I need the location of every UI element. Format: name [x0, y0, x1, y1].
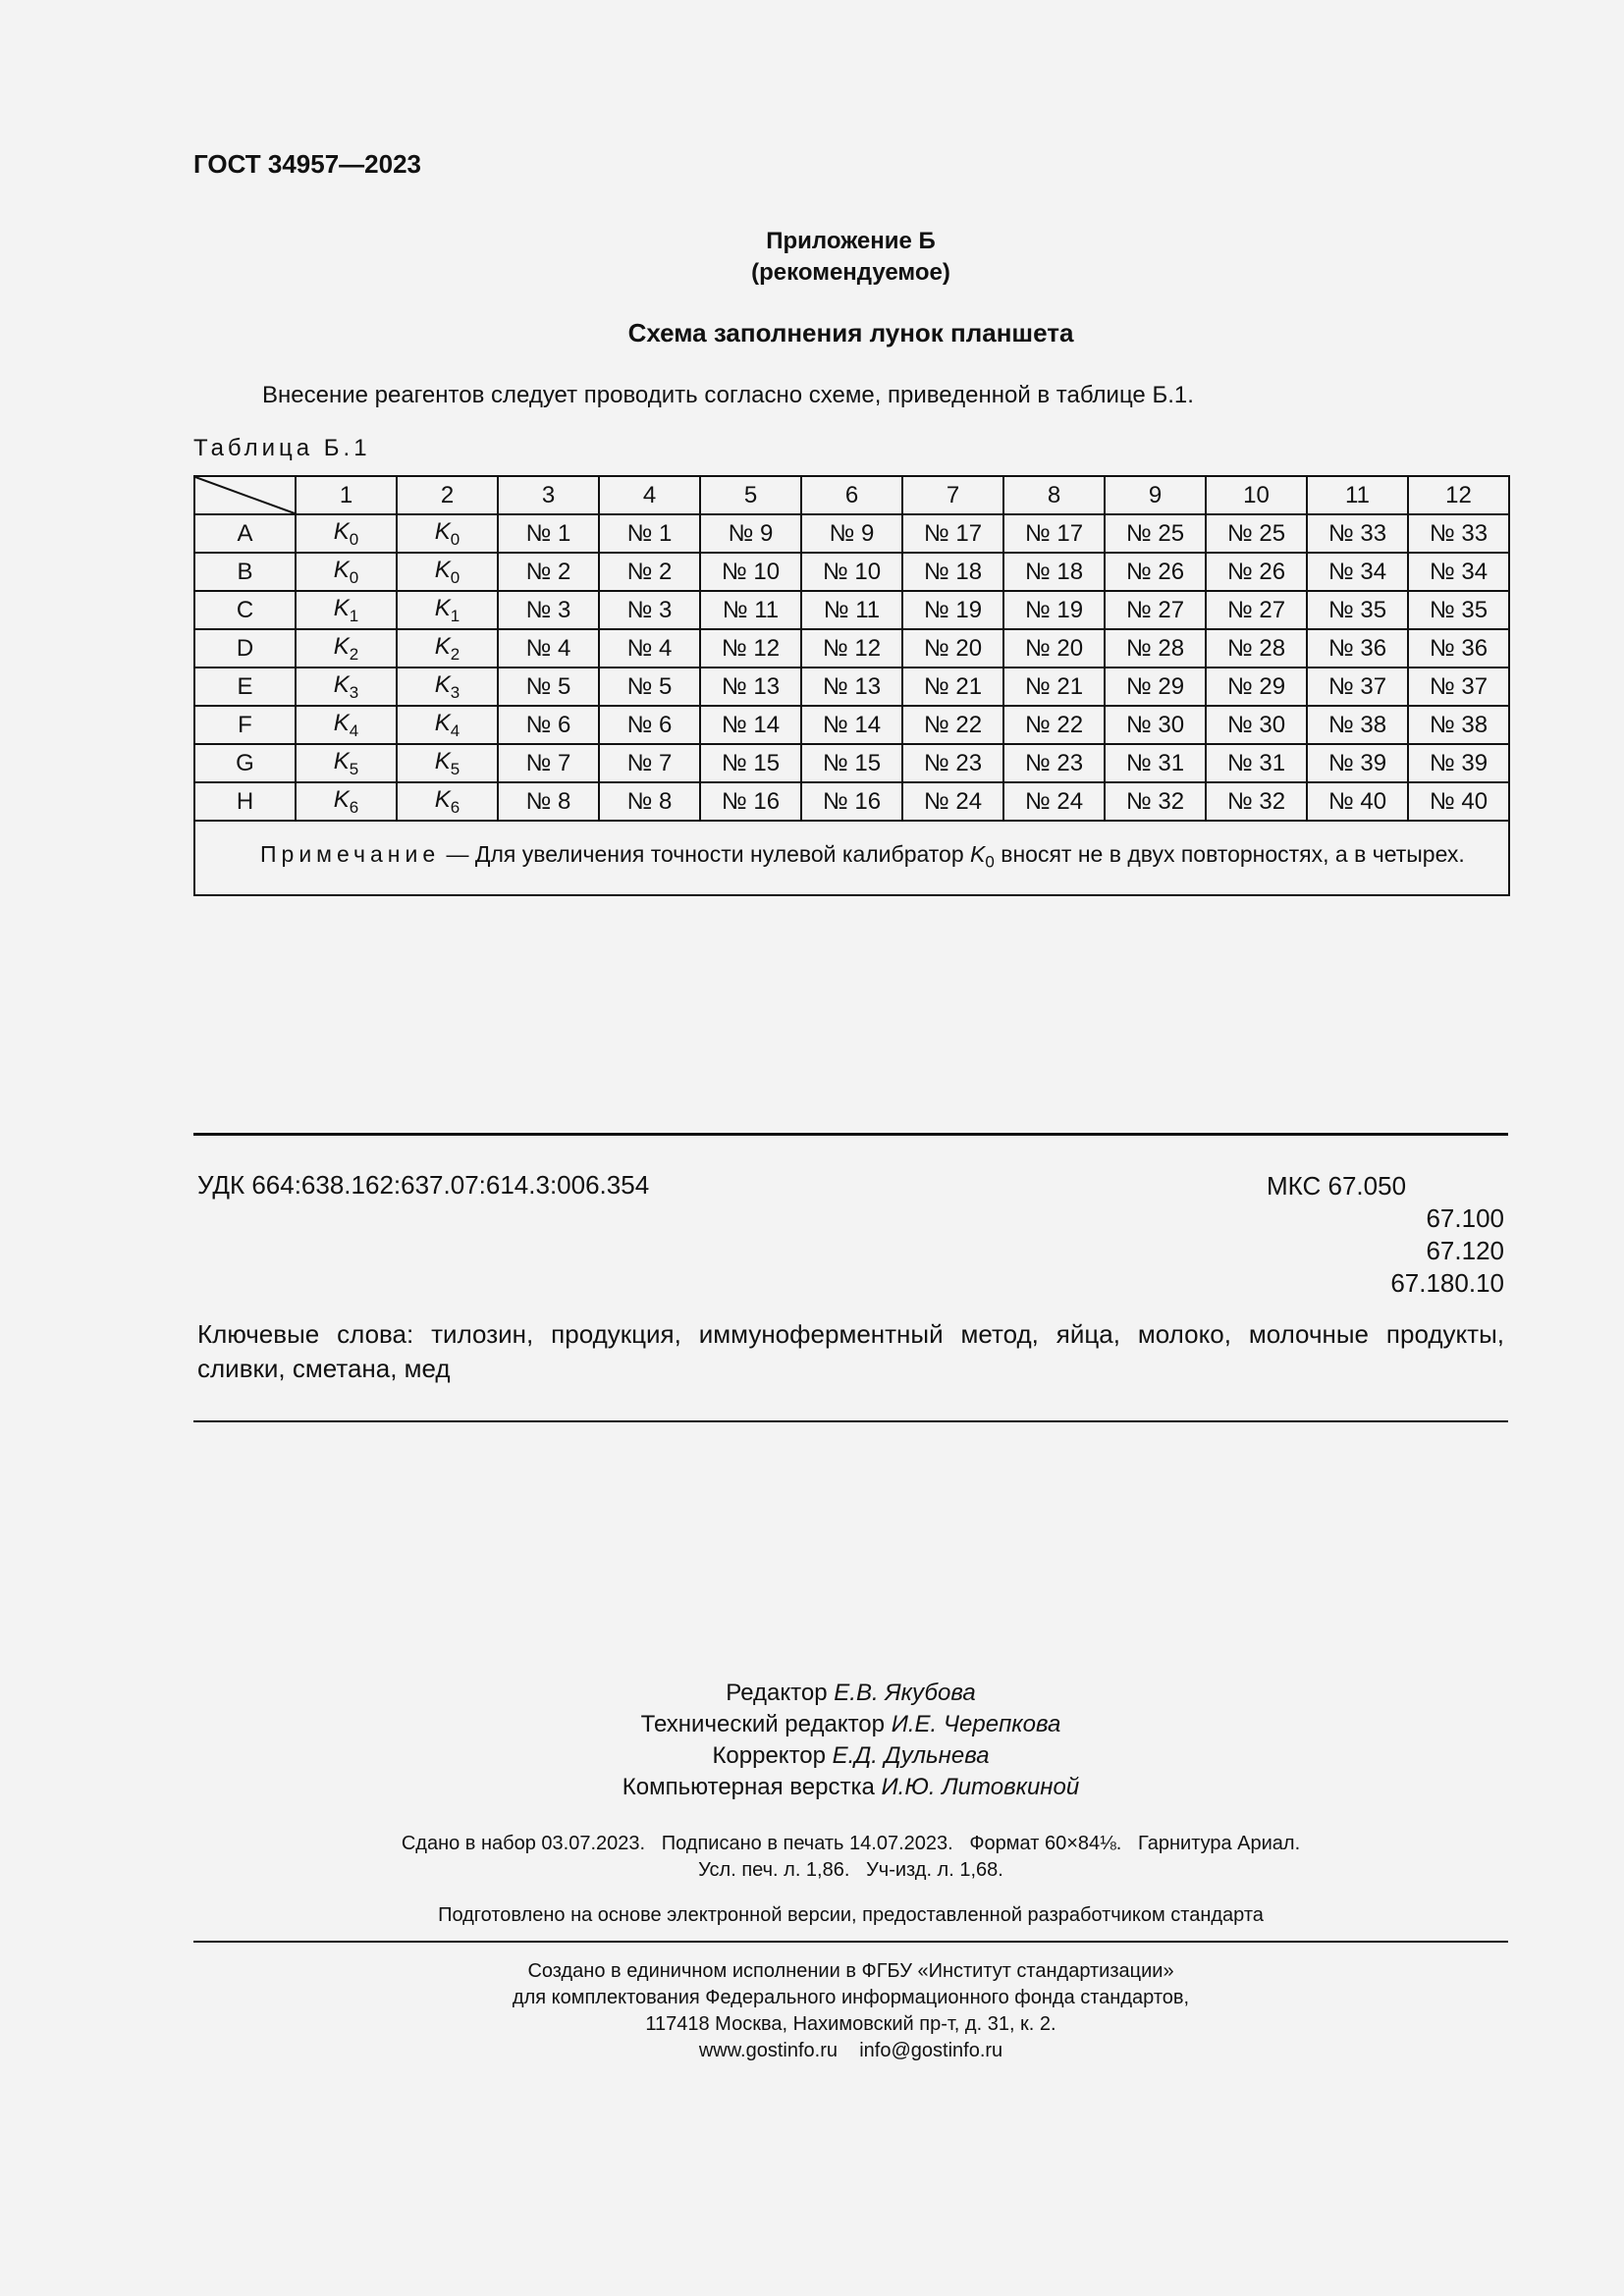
note-label: Примечание: [260, 840, 441, 867]
sample-cell: № 7: [498, 744, 599, 782]
column-header: 1: [296, 476, 397, 514]
sample-cell: № 37: [1307, 667, 1408, 706]
column-header: 3: [498, 476, 599, 514]
calibrator-cell: $K_2$: [397, 629, 498, 667]
sample-cell: № 9: [801, 514, 902, 553]
sample-cell: № 23: [902, 744, 1003, 782]
sample-cell: № 7: [599, 744, 700, 782]
sample-cell: № 15: [801, 744, 902, 782]
table-row: [194, 667, 1509, 706]
sample-cell: № 33: [1307, 514, 1408, 553]
sample-cell: № 10: [700, 553, 801, 591]
calibrator-cell: $K_0$: [397, 514, 498, 553]
sample-cell: № 35: [1408, 591, 1509, 629]
row-label: B: [194, 553, 296, 591]
sample-cell: № 28: [1105, 629, 1206, 667]
corner-cell: [194, 476, 296, 514]
note-text-before: — Для увеличения точности нулевой калибратор: [440, 840, 971, 867]
calibrator-cell: $K_0$: [296, 514, 397, 553]
column-header: 12: [1408, 476, 1509, 514]
diagonal-line-icon: [195, 477, 295, 513]
annex-status: (рекомендуемое): [751, 259, 950, 286]
sample-cell: № 11: [700, 591, 801, 629]
sample-cell: № 40: [1307, 782, 1408, 821]
sample-cell: № 3: [599, 591, 700, 629]
sample-cell: № 5: [599, 667, 700, 706]
sample-cell: № 23: [1003, 744, 1105, 782]
sample-cell: № 2: [498, 553, 599, 591]
sample-cell: № 30: [1206, 706, 1307, 744]
sample-cell: № 12: [801, 629, 902, 667]
row-label: F: [194, 706, 296, 744]
row-label: E: [194, 667, 296, 706]
publisher-block: [193, 1958, 1508, 2064]
note-calibrator-symbol: $K_0$: [970, 840, 995, 872]
sample-cell: № 14: [801, 706, 902, 744]
calibrator-cell: $K_1$: [397, 591, 498, 629]
keywords: Ключевые слова: тилозин, продукция, иммуноферментный метод, яйца, молоко, молочные продукты, сливки, сметана, мед: [197, 1319, 1504, 1383]
calibrator-cell: $K_6$: [397, 782, 498, 821]
calibrator-cell: $K_3$: [397, 667, 498, 706]
table-caption: Таблица Б.1: [193, 435, 371, 461]
sample-cell: № 8: [599, 782, 700, 821]
sample-cell: № 34: [1307, 553, 1408, 591]
table-row: [194, 591, 1509, 629]
column-header: 10: [1206, 476, 1307, 514]
table-row: [194, 514, 1509, 553]
sample-cell: № 24: [1003, 782, 1105, 821]
calibrator-cell: $K_5$: [397, 744, 498, 782]
sample-cell: № 6: [599, 706, 700, 744]
intro-text: Внесение реагентов следует проводить согласно схеме, приведенной в таблице Б.1.: [262, 382, 1194, 408]
print-info: [193, 1831, 1508, 1884]
credit-line: Редактор Е.В. Якубова: [726, 1680, 976, 1706]
calibrator-cell: $K_0$: [296, 553, 397, 591]
sample-cell: № 25: [1105, 514, 1206, 553]
print-info-line: Сдано в набор 03.07.2023. Подписано в печать 14.07.2023. Формат 60×84⅛. Гарнитура Ариал.: [401, 1833, 1301, 1854]
table-note-row: [194, 821, 1509, 895]
sample-cell: № 4: [599, 629, 700, 667]
sample-cell: № 27: [1206, 591, 1307, 629]
column-header: 11: [1307, 476, 1408, 514]
row-label: C: [194, 591, 296, 629]
sample-cell: № 27: [1105, 591, 1206, 629]
sample-cell: № 16: [700, 782, 801, 821]
mks-code: МКС 67.050: [1267, 1171, 1407, 1201]
publisher-line: www.gostinfo.ru info@gostinfo.ru: [698, 2040, 1003, 2061]
sample-cell: № 36: [1307, 629, 1408, 667]
calibrator-cell: $K_4$: [296, 706, 397, 744]
print-info-line: Усл. печ. л. 1,86. Уч-изд. л. 1,68.: [698, 1859, 1003, 1881]
publisher-divider: [193, 1941, 1508, 1943]
table-row: [194, 744, 1509, 782]
prepared-note: Подготовлено на основе электронной версии, предоставленной разработчиком стандарта: [438, 1904, 1264, 1926]
calibrator-cell: $K_4$: [397, 706, 498, 744]
sample-cell: № 25: [1206, 514, 1307, 553]
mks-codes: [1267, 1170, 1504, 1300]
sample-cell: № 4: [498, 629, 599, 667]
sample-cell: № 39: [1307, 744, 1408, 782]
column-header: 4: [599, 476, 700, 514]
sample-cell: № 40: [1408, 782, 1509, 821]
sample-cell: № 21: [902, 667, 1003, 706]
column-header: 6: [801, 476, 902, 514]
sample-cell: № 5: [498, 667, 599, 706]
sample-cell: № 29: [1206, 667, 1307, 706]
column-header: 7: [902, 476, 1003, 514]
sample-cell: № 31: [1105, 744, 1206, 782]
sample-cell: № 17: [1003, 514, 1105, 553]
sample-cell: № 34: [1408, 553, 1509, 591]
publisher-line: Создано в единичном исполнении в ФГБУ «Институт стандартизации»: [527, 1960, 1174, 1982]
sample-cell: № 12: [700, 629, 801, 667]
row-label: D: [194, 629, 296, 667]
calibrator-cell: $K_1$: [296, 591, 397, 629]
sample-cell: № 19: [902, 591, 1003, 629]
sample-cell: № 29: [1105, 667, 1206, 706]
column-header: 9: [1105, 476, 1206, 514]
sample-cell: № 38: [1307, 706, 1408, 744]
annex-title: Приложение Б: [766, 228, 936, 254]
sample-cell: № 19: [1003, 591, 1105, 629]
sample-cell: № 22: [902, 706, 1003, 744]
bottom-divider: [193, 1420, 1508, 1422]
mks-code: 67.100: [1426, 1203, 1504, 1233]
standard-code: ГОСТ 34957—2023: [193, 149, 421, 179]
sample-cell: № 32: [1206, 782, 1307, 821]
sample-cell: № 9: [700, 514, 801, 553]
sample-cell: № 6: [498, 706, 599, 744]
sample-cell: № 26: [1105, 553, 1206, 591]
table-header-row: [194, 476, 1509, 514]
sample-cell: № 13: [700, 667, 801, 706]
sample-cell: № 36: [1408, 629, 1509, 667]
sample-cell: № 1: [599, 514, 700, 553]
top-divider: [193, 1133, 1508, 1136]
row-label: A: [194, 514, 296, 553]
sample-cell: № 28: [1206, 629, 1307, 667]
sample-cell: № 30: [1105, 706, 1206, 744]
credit-line: Корректор Е.Д. Дульнева: [712, 1742, 990, 1769]
sample-cell: № 37: [1408, 667, 1509, 706]
table-note: [194, 821, 1509, 895]
sample-cell: № 17: [902, 514, 1003, 553]
sample-cell: № 31: [1206, 744, 1307, 782]
sample-cell: № 13: [801, 667, 902, 706]
sample-cell: № 3: [498, 591, 599, 629]
column-header: 2: [397, 476, 498, 514]
sample-cell: № 39: [1408, 744, 1509, 782]
calibrator-cell: $K_2$: [296, 629, 397, 667]
sample-cell: № 26: [1206, 553, 1307, 591]
sample-cell: № 38: [1408, 706, 1509, 744]
column-header: 8: [1003, 476, 1105, 514]
scheme-title: Схема заполнения лунок планшета: [627, 318, 1074, 347]
column-header: 5: [700, 476, 801, 514]
row-label: G: [194, 744, 296, 782]
annex-heading: [193, 226, 1508, 289]
plate-scheme-table: [193, 475, 1510, 896]
mks-code: 67.120: [1426, 1236, 1504, 1265]
table-row: [194, 782, 1509, 821]
calibrator-cell: $K_5$: [296, 744, 397, 782]
sample-cell: № 22: [1003, 706, 1105, 744]
sample-cell: № 11: [801, 591, 902, 629]
sample-cell: № 20: [1003, 629, 1105, 667]
udc-code: УДК 664:638.162:637.07:614.3:006.354: [197, 1170, 650, 1200]
calibrator-cell: $K_3$: [296, 667, 397, 706]
sample-cell: № 8: [498, 782, 599, 821]
sample-cell: № 24: [902, 782, 1003, 821]
row-label: H: [194, 782, 296, 821]
sample-cell: № 20: [902, 629, 1003, 667]
sample-cell: № 33: [1408, 514, 1509, 553]
note-text-after: вносят не в двух повторностях, а в четырех.: [994, 840, 1465, 867]
table-row: [194, 706, 1509, 744]
calibrator-cell: $K_0$: [397, 553, 498, 591]
sample-cell: № 21: [1003, 667, 1105, 706]
sample-cell: № 2: [599, 553, 700, 591]
credits-block: [193, 1678, 1508, 1803]
sample-cell: № 14: [700, 706, 801, 744]
credit-line: Компьютерная верстка И.Ю. Литовкиной: [622, 1774, 1080, 1800]
sample-cell: № 18: [1003, 553, 1105, 591]
sample-cell: № 35: [1307, 591, 1408, 629]
credit-line: Технический редактор И.Е. Черепкова: [640, 1711, 1061, 1737]
sample-cell: № 16: [801, 782, 902, 821]
publisher-line: для комплектования Федерального информационного фонда стандартов,: [512, 1987, 1190, 2008]
sample-cell: № 18: [902, 553, 1003, 591]
table-row: [194, 629, 1509, 667]
sample-cell: № 1: [498, 514, 599, 553]
sample-cell: № 15: [700, 744, 801, 782]
mks-code: 67.180.10: [1390, 1268, 1504, 1298]
sample-cell: № 10: [801, 553, 902, 591]
publisher-line: 117418 Москва, Нахимовский пр-т, д. 31, к. 2.: [645, 2013, 1056, 2035]
table-row: [194, 553, 1509, 591]
calibrator-cell: $K_6$: [296, 782, 397, 821]
sample-cell: № 32: [1105, 782, 1206, 821]
